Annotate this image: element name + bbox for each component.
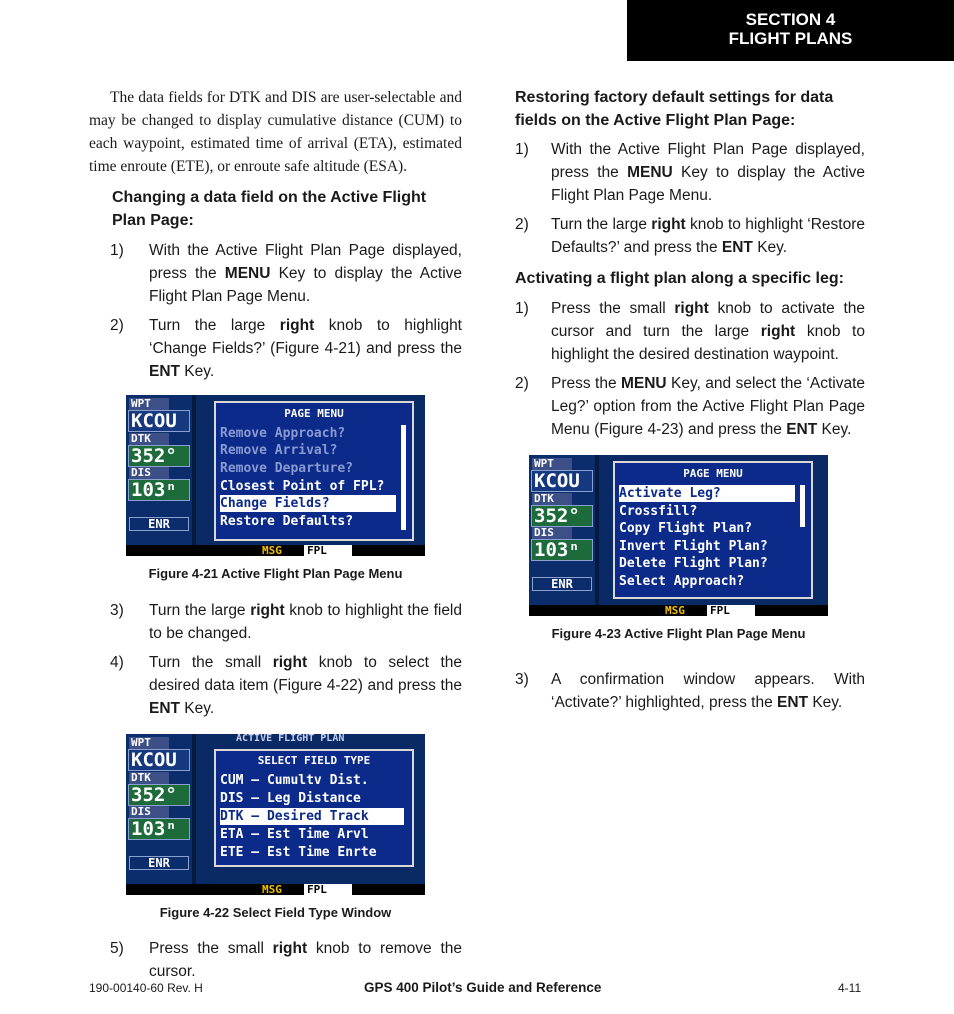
menu-item-crossfill[interactable]: Crossfill?: [619, 504, 698, 519]
menu-item-remove-approach[interactable]: Remove Approach?: [220, 426, 346, 441]
heading-change-data-field: Changing a data field on the Active Flight Plan Page:: [112, 189, 427, 229]
figure-4-22-caption: Figure 4-22 Select Field Type Window: [159, 905, 392, 920]
key-right: right: [674, 300, 709, 317]
footer-title: GPS 400 Pilot’s Guide and Reference: [364, 980, 602, 995]
dis-label: DIS: [129, 806, 169, 818]
field-option-dis[interactable]: DIS – Leg Distance: [220, 791, 361, 806]
restore-step-1: 1) With the Active Flight Plan Page displayed, press the MENU Key to display the Active Flight Plan Page Menu.: [515, 138, 865, 207]
figure-4-21-caption: Figure 4-21 Active Flight Plan Page Menu: [148, 566, 403, 581]
activate-step-3: 3) A confirmation window appears. With ‘Activate?’ highlighted, press the ENT Key.: [515, 668, 865, 714]
dis-value: 103ⁿ: [128, 479, 190, 501]
key-menu: MENU: [620, 375, 667, 392]
dtk-value: 352°: [128, 784, 190, 806]
step-4: 4) Turn the small right knob to select the desired data item (Figure 4-22) and press the ENT Key.: [89, 651, 462, 720]
menu-item-closest-point[interactable]: Closest Point of FPL?: [220, 479, 385, 494]
key-ent: ENT: [149, 363, 180, 380]
page-menu-window: [613, 461, 813, 599]
activate-step-1: 1) Press the small right knob to activate the cursor and turn the large right knob to highlight the desired destination waypoint.: [515, 297, 865, 366]
dtk-label: DTK: [129, 772, 169, 784]
dtk-label: DTK: [532, 493, 572, 505]
footer-part-number: 190-00140-60 Rev. H: [89, 981, 203, 995]
page-menu-window: [214, 401, 414, 541]
key-right: right: [279, 317, 315, 334]
step-number: 3): [515, 671, 529, 688]
enr-annunciator: ENR: [129, 856, 189, 870]
key-ent: ENT: [786, 421, 818, 438]
step-number: 3): [110, 602, 124, 619]
menu-item-restore-defaults[interactable]: Restore Defaults?: [220, 514, 354, 529]
dtk-value: 352°: [531, 505, 593, 527]
key-right: right: [272, 654, 308, 671]
menu-title: PAGE MENU: [683, 467, 743, 480]
field-option-dtk[interactable]: DTK – Desired Track: [220, 808, 404, 825]
dis-label: DIS: [532, 527, 572, 539]
section-title: FLIGHT PLANS: [728, 29, 853, 48]
menu-item-remove-departure[interactable]: Remove Departure?: [220, 461, 354, 476]
step-number: 2): [515, 216, 529, 233]
enr-annunciator: ENR: [129, 517, 189, 531]
section-number: SECTION 4: [745, 10, 836, 29]
dtk-value: 352°: [128, 445, 190, 467]
dis-value: 103ⁿ: [531, 539, 593, 561]
key-right: right: [651, 216, 686, 233]
menu-item-invert-flight-plan[interactable]: Invert Flight Plan?: [619, 539, 768, 554]
wpt-label: WPT: [129, 737, 169, 749]
field-option-ete[interactable]: ETE – Est Time Enrte: [220, 845, 377, 860]
left-column: [89, 86, 462, 983]
field-option-eta[interactable]: ETA – Est Time Arvl: [220, 827, 369, 842]
key-menu: MENU: [224, 265, 271, 282]
step-number: 2): [110, 317, 124, 334]
step-5: 5) Press the small right knob to remove the cursor.: [89, 937, 462, 983]
step-1: 1) With the Active Flight Plan Page displayed, press the MENU Key to display the Active Flight Plan Page Menu.: [89, 239, 462, 308]
menu-item-copy-flight-plan[interactable]: Copy Flight Plan?: [619, 521, 753, 536]
msg-annunciator: MSG: [665, 604, 685, 616]
menu-scrollbar[interactable]: [401, 425, 406, 530]
step-number: 5): [110, 940, 124, 957]
step-3: 3) Turn the large right knob to highlight the field to be changed.: [89, 599, 462, 645]
page-title: ACTIVE FLIGHT PLAN: [236, 734, 345, 744]
menu-item-change-fields[interactable]: Change Fields?: [220, 495, 396, 512]
figure-4-21-screen: [126, 395, 425, 556]
wpt-label: WPT: [532, 458, 572, 470]
step-number: 4): [110, 654, 124, 671]
window-title: SELECT FIELD TYPE: [257, 754, 371, 767]
key-ent: ENT: [149, 700, 180, 717]
field-option-cum[interactable]: CUM – Cumultv Dist.: [220, 773, 369, 788]
menu-item-delete-flight-plan[interactable]: Delete Flight Plan?: [619, 556, 768, 571]
msg-annunciator: MSG: [262, 544, 282, 556]
fpl-page-indicator: FPL: [707, 605, 755, 616]
msg-annunciator: MSG: [262, 883, 282, 895]
heading-activate-leg: Activating a flight plan along a specific leg:: [515, 270, 844, 287]
enr-annunciator: ENR: [532, 577, 592, 591]
section-tab: [627, 0, 954, 61]
step-number: 1): [515, 300, 529, 317]
select-field-type-window: [214, 749, 414, 867]
key-right: right: [760, 323, 796, 340]
menu-scrollbar[interactable]: [800, 485, 805, 527]
figure-4-22-screen: [126, 734, 425, 895]
step-number: 1): [110, 242, 124, 259]
key-right: right: [250, 602, 285, 619]
heading-restore-defaults: Restoring factory default settings for data fields on the Active Flight Plan Page:: [515, 89, 834, 129]
intro-paragraph: The data fields for DTK and DIS are user-selectable and may be changed to display cumulative distance (CUM) to each waypoint, estimated time of arrival (ETA), estimated time enroute (ETE), or enroute safe altitude (ESA).: [89, 89, 462, 175]
key-ent: ENT: [721, 239, 753, 256]
right-column: [515, 86, 865, 714]
step-number: 2): [515, 375, 529, 392]
fpl-page-indicator: FPL: [304, 884, 352, 895]
wpt-value: KCOU: [128, 749, 190, 771]
step-number: 1): [515, 141, 529, 158]
activate-step-2: 2) Press the MENU Key, and select the ‘Activate Leg?’ option from the Active Flight Plan Page Menu (Figure 4-23) and press the ENT Key.: [515, 372, 865, 441]
menu-item-remove-arrival[interactable]: Remove Arrival?: [220, 443, 338, 458]
fpl-page-indicator: FPL: [304, 545, 352, 556]
dis-label: DIS: [129, 467, 169, 479]
dis-value: 103ⁿ: [128, 818, 190, 840]
key-right: right: [272, 940, 308, 957]
restore-step-2: 2) Turn the large right knob to highlight ‘Restore Defaults?’ and press the ENT Key.: [515, 213, 865, 259]
figure-4-23-screen: [529, 455, 828, 616]
wpt-value: KCOU: [531, 470, 593, 492]
menu-title: PAGE MENU: [284, 407, 344, 420]
figure-4-23-caption: Figure 4-23 Active Flight Plan Page Menu: [551, 626, 806, 641]
key-menu: MENU: [627, 164, 673, 181]
key-ent: ENT: [777, 694, 809, 711]
wpt-label: WPT: [129, 398, 169, 410]
dtk-label: DTK: [129, 433, 169, 445]
menu-item-activate-leg[interactable]: Activate Leg?: [619, 485, 795, 502]
page-number: 4-11: [838, 981, 862, 995]
menu-item-select-approach[interactable]: Select Approach?: [619, 574, 745, 589]
step-2: 2) Turn the large right knob to highlight ‘Change Fields?’ (Figure 4-21) and press the ENT Key.: [89, 314, 462, 383]
wpt-value: KCOU: [128, 410, 190, 432]
